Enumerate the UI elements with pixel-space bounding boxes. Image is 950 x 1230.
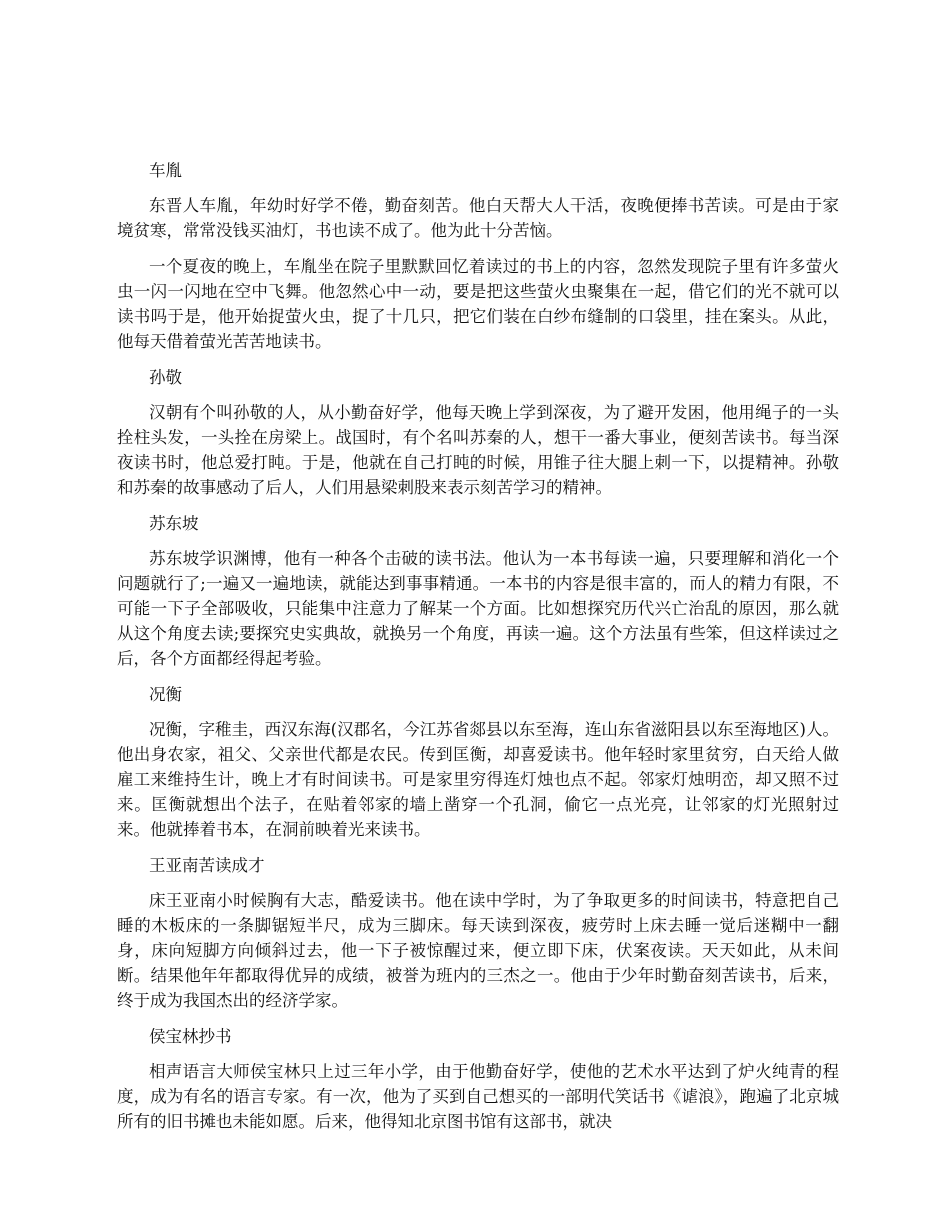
section-title: 孙敬	[149, 368, 182, 387]
paragraph: 况衡，字稚圭，西汉东海(汉郡名，今江苏省郯县以东至海，连山东省滋阳县以东至海地区)人。他出身农家，祖父、父亲世代都是农民。传到匡衡，却喜爱读书。他年轻时家里贫穷，白天给人做雇工来维持生计，晚上才有时间读书。可是家里穷得连灯烛也点不起。邻家灯烛明峦，却又照不过来。匡衡就想出个法子，在贴着邻家的墙上凿穿一个孔洞，偷它一点光亮，让邻家的灯光照射过来。他就捧着书本，在洞前映着光来读书。	[117, 720, 839, 839]
section-title: 车胤	[149, 161, 182, 180]
section-title: 苏东坡	[149, 514, 199, 533]
section-title: 侯宝林抄书	[149, 1027, 232, 1046]
section-title: 况衡	[149, 685, 182, 704]
paragraph: 相声语言大师侯宝林只上过三年小学，由于他勤奋好学，使他的艺术水平达到了炉火纯青的程度，成为有名的语言专家。有一次，他为了买到自己想买的一部明代笑话书《谑浪》，跑遍了北京城所有的旧书摊也未能如愿。后来，他得知北京图书馆有这部书，就决	[117, 1062, 839, 1131]
paragraph: 苏东坡学识渊博，他有一种各个击破的读书法。他认为一本书每读一遍，只要理解和消化一个问题就行了;一遍又一遍地读，就能达到事事精通。一本书的内容是很丰富的，而人的精力有限，不可能一下子全部吸收，只能集中注意力了解某一个方面。比如想探究历代兴亡治乱的原因，那么就从这个角度去读;要探究史实典故，就换另一个角度，再读一遍。这个方法虽有些笨，但这样读过之后，各个方面都经得起考验。	[117, 549, 839, 668]
paragraph: 床王亚南小时候胸有大志，酷爱读书。他在读中学时，为了争取更多的时间读书，特意把自己睡的木板床的一条脚锯短半尺，成为三脚床。每天读到深夜，疲劳时上床去睡一觉后迷糊中一翻身，床向短脚方向倾斜过去，他一下子被惊醒过来，便立即下床，伏案夜读。天天如此，从未间断。结果他年年都取得优异的成绩，被誉为班内的三杰之一。他由于少年时勤奋刻苦读书，后来，终于成为我国杰出的经济学家。	[117, 891, 839, 1010]
paragraph: 汉朝有个叫孙敬的人，从小勤奋好学，他每天晚上学到深夜，为了避开发困，他用绳子的一头拴柱头发，一头拴在房梁上。战国时，有个名叫苏秦的人，想干一番大事业，便刻苦读书。每当深夜读书时，他总爱打盹。于是，他就在自己打盹的时候，用锥子往大腿上刺一下，以提精神。孙敬和苏秦的故事感动了后人，人们用悬梁刺股来表示刻苦学习的精神。	[117, 403, 839, 497]
document-body	[117, 158, 839, 1145]
section-title: 王亚南苦读成才	[149, 856, 265, 875]
paragraph: 一个夏夜的晚上，车胤坐在院子里默默回忆着读过的书上的内容，忽然发现院子里有许多萤火虫一闪一闪地在空中飞舞。他忽然心中一动，要是把这些萤火虫聚集在一起，借它们的光不就可以读书吗于是，他开始捉萤火虫，捉了十几只，把它们装在白纱布缝制的口袋里，挂在案头。从此，他每天借着萤光苦苦地读书。	[117, 257, 839, 351]
paragraph: 东晋人车胤，年幼时好学不倦，勤奋刻苦。他白天帮大人干活，夜晚便捧书苦读。可是由于家境贫寒，常常没钱买油灯，书也读不成了。他为此十分苦恼。	[117, 196, 839, 240]
